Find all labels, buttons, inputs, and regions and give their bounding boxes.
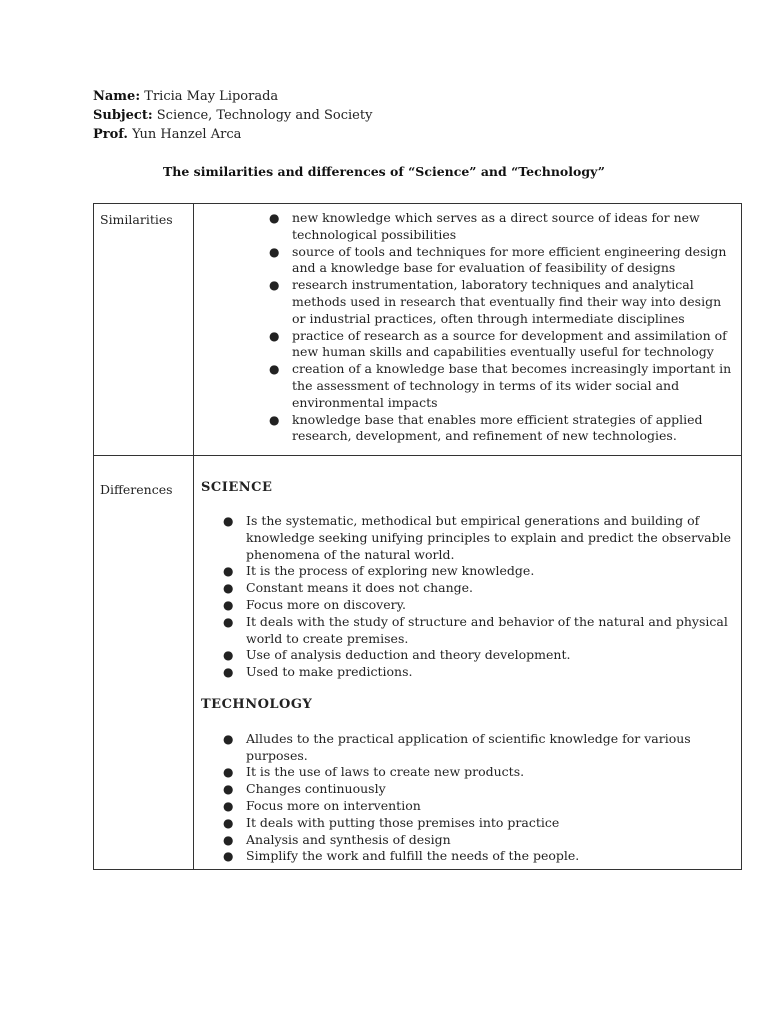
list-item: ● research instrumentation, laboratory techniques and analytical methods used in research that eventually find their way into design or industrial practices, often through intermediate disciplines — [269, 277, 722, 326]
subject-value: Science, Technology and Society — [156, 108, 373, 123]
list-item: ● Use of analysis deduction and theory development. — [223, 647, 571, 663]
bullet-icon: ● — [223, 832, 234, 847]
bullet-icon: ● — [269, 328, 280, 343]
differences-label: Differences — [94, 456, 194, 870]
name-value: Tricia May Liporada — [144, 89, 279, 104]
list-item: ● It deals with the study of structure and behavior of the natural and physical world to create premises. — [223, 613, 728, 646]
science-heading: SCIENCE — [201, 480, 273, 496]
similarities-row — [94, 204, 742, 456]
list-item: ● Analysis and synthesis of design — [223, 831, 451, 847]
comparison-table — [93, 203, 742, 870]
prof-row — [93, 125, 372, 144]
list-item: ● new knowledge which serves as a direct source of ideas for new technological possibilities — [269, 210, 700, 242]
bullet-icon: ● — [269, 412, 280, 427]
bullet-icon: ● — [223, 815, 234, 830]
similarities-list — [194, 210, 735, 445]
list-item: ● creation of a knowledge base that becomes increasingly important in the assessment of technology in terms of its wider social and environmental impacts — [269, 361, 732, 410]
document-title: The similarities and differences of “Science” and “Technology” — [162, 164, 605, 179]
list-item: ● It deals with putting those premises into practice — [223, 814, 560, 830]
list-item: ● practice of research as a source for development and assimilation of new human skills and capabilities eventually useful for technology — [269, 327, 727, 360]
prof-value: Yun Hanzel Arca — [132, 127, 242, 142]
list-item: ● Used to make predictions. — [223, 664, 413, 680]
bullet-icon: ● — [269, 278, 280, 293]
list-item: ● Alludes to the practical application of scientific knowledge for various purposes. — [223, 730, 691, 763]
list-item: ● knowledge base that enables more efficient strategies of applied research, development, and refinement of new technologies. — [269, 411, 703, 444]
bullet-icon: ● — [223, 849, 234, 864]
technology-list — [194, 731, 735, 865]
technology-heading: TECHNOLOGY — [201, 696, 313, 712]
name-row — [93, 87, 372, 106]
bullet-icon: ● — [223, 597, 234, 612]
science-list — [194, 513, 735, 681]
list-item: ● Simplify the work and fulfill the needs of the people. — [223, 848, 580, 864]
bullet-icon: ● — [223, 782, 234, 797]
bullet-icon: ● — [223, 798, 234, 813]
bullet-icon: ● — [223, 564, 234, 579]
list-item: ● Constant means it does not change. — [223, 580, 474, 596]
bullet-icon: ● — [223, 648, 234, 663]
bullet-icon: ● — [269, 362, 280, 377]
prof-label: Prof. — [93, 127, 128, 142]
subject-row — [93, 106, 372, 125]
list-item: ● It is the use of laws to create new products. — [223, 764, 525, 780]
similarities-content — [194, 204, 742, 456]
list-item: ● Focus more on discovery. — [223, 596, 406, 612]
list-item: ● Changes continuously — [223, 781, 386, 797]
differences-row — [94, 456, 742, 870]
similarities-label: Similarities — [94, 204, 194, 456]
list-item: ● Focus more on intervention — [223, 797, 421, 813]
bullet-icon: ● — [223, 513, 234, 528]
bullet-icon: ● — [223, 765, 234, 780]
subject-label: Subject: — [93, 108, 153, 123]
header-block — [93, 87, 372, 144]
differences-content — [194, 456, 742, 870]
bullet-icon: ● — [223, 731, 234, 746]
name-label: Name: — [93, 89, 141, 104]
list-item: ● source of tools and techniques for more efficient engineering design and a knowledge base for evaluation of feasibility of designs — [269, 243, 727, 276]
bullet-icon: ● — [223, 614, 234, 629]
bullet-icon: ● — [269, 244, 280, 259]
list-item: ● Is the systematic, methodical but empirical generations and building of knowledge seeking unifying principles to explain and predict the observable phenomena of the natural world. — [223, 512, 732, 562]
bullet-icon: ● — [269, 211, 280, 225]
list-item: ● It is the process of exploring new knowledge. — [223, 563, 535, 579]
bullet-icon: ● — [223, 581, 234, 596]
bullet-icon: ● — [223, 665, 234, 680]
